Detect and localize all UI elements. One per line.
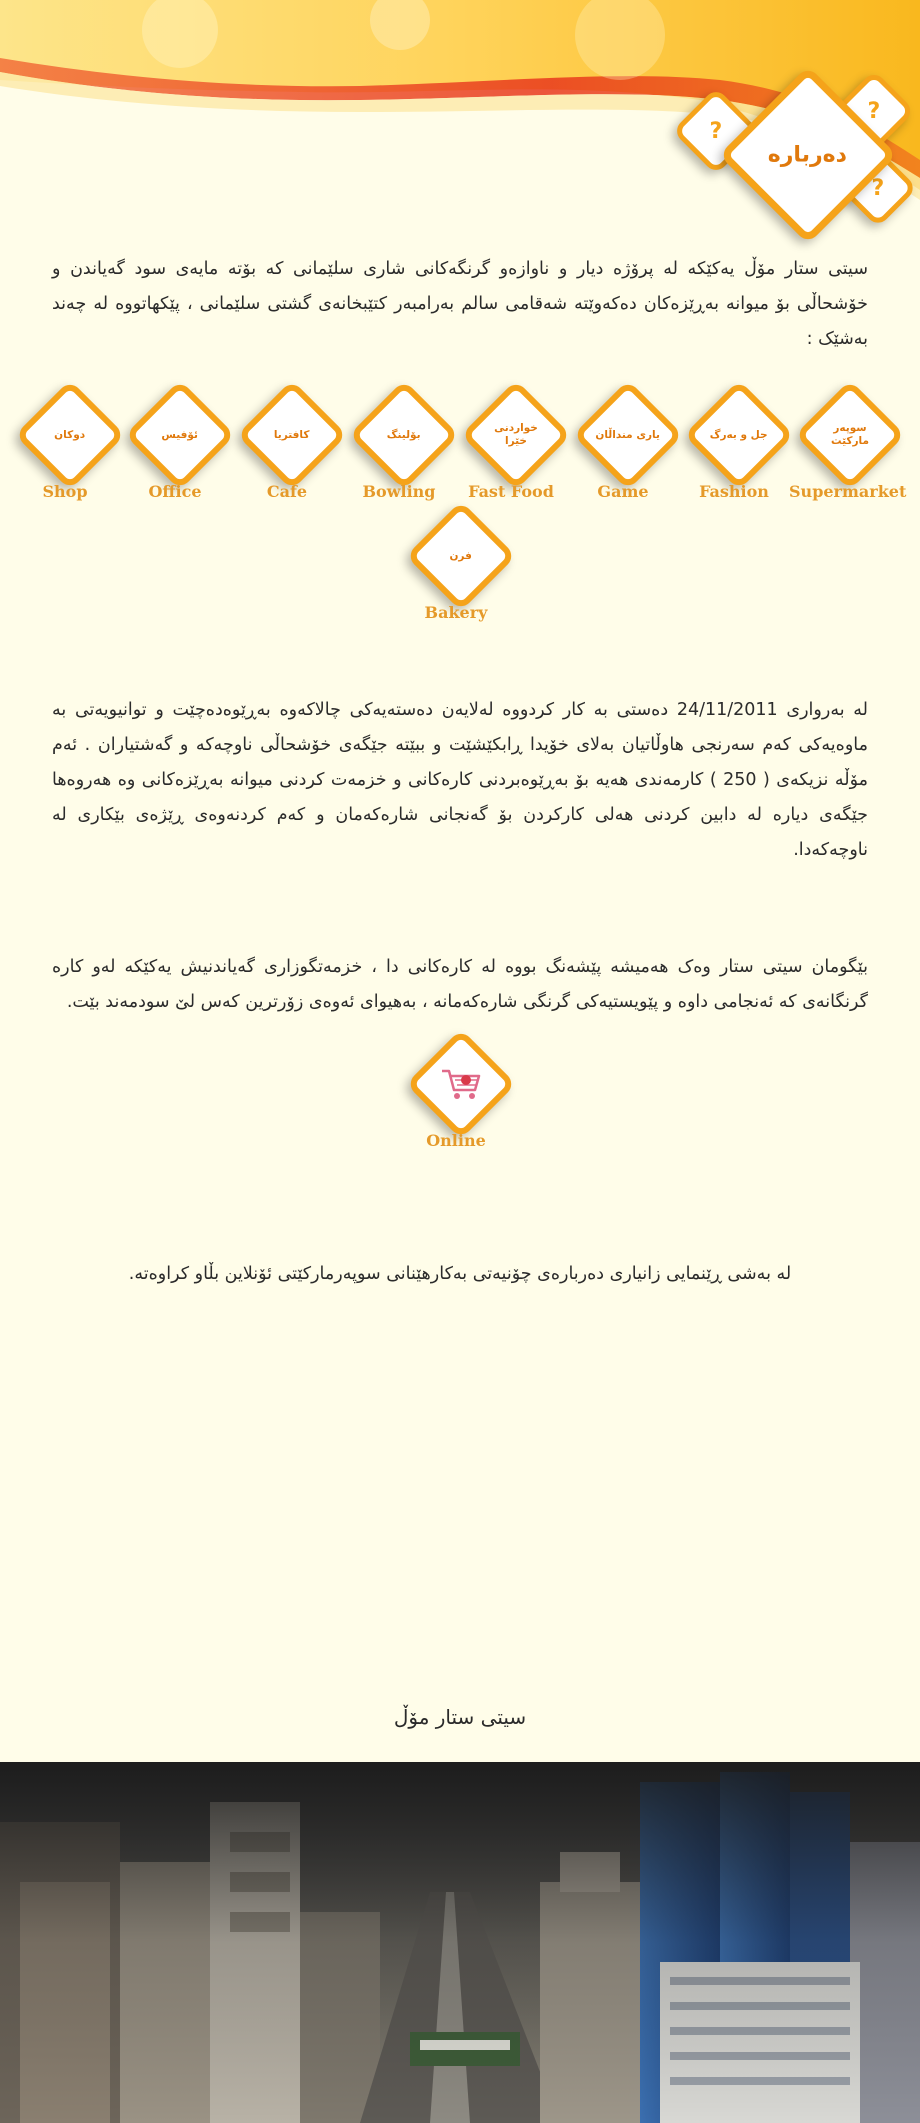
category-label: Shop [42, 482, 88, 501]
category-icon-text: بۆلینگ [387, 428, 421, 441]
fast-food-icon [461, 380, 571, 490]
cafe-icon [237, 380, 347, 490]
question-mark: ? [867, 98, 881, 124]
category-label: Supermarket [789, 482, 907, 501]
category-icon-text: فرن [449, 549, 473, 562]
category-icon-text: جل و بەرگ [710, 428, 768, 441]
category-label: Bakery [424, 603, 488, 622]
city-skyline-image [0, 1762, 920, 2123]
category-supermarket[interactable] [789, 390, 907, 512]
category-icon-text: خواردنی خێرا [494, 422, 538, 447]
category-label: Office [148, 482, 202, 501]
header-banner [0, 0, 920, 240]
category-label: Fast Food [468, 482, 554, 501]
category-fashion[interactable] [678, 390, 790, 512]
cart-graphic [439, 1066, 483, 1102]
category-icon-text: سوپەر ماركێت [831, 422, 869, 447]
category-label: Cafe [266, 482, 308, 501]
category-icon-text: یاری منداڵان [595, 428, 661, 441]
category-shop[interactable] [9, 390, 121, 512]
shop-icon [15, 380, 125, 490]
services-paragraph: بێگومان سیتی ستار وەک هەمیشە پێشەنگ بووە لە کارەکانی دا ، خزمەتگوزاری گەیاندنیش یەکێکە لەو کارە گرنگانەی کە ئەنجامی داوە و پێویستیەکی گرنگی شارەکەمانە ، بەهیوای ئەوەی زۆرترین کەس لێ سودمەند بێت. [52, 957, 868, 1012]
category-fast-food[interactable] [455, 390, 567, 512]
office-icon [125, 380, 235, 490]
guide-paragraph: لە بەشی ڕێنمایی زانیاری دەربارەی چۆنیەتی بەکارهێنانی سوپەرمارکێتی ئۆنلاین بڵاو کراوەتە. [128, 1264, 792, 1284]
category-bowling[interactable] [343, 390, 455, 512]
supermarket-icon [795, 380, 905, 490]
game-icon [573, 380, 683, 490]
question-mark: ? [709, 118, 723, 144]
category-label: Bowling [362, 482, 436, 501]
online-shop-link[interactable] [400, 1039, 512, 1161]
category-cafe[interactable] [231, 390, 343, 512]
footer-title: سیتی ستار مۆڵ [393, 1705, 527, 1729]
online-label: Online [426, 1131, 486, 1150]
category-label: Game [597, 482, 649, 501]
category-icon-text: دوكان [54, 428, 86, 441]
category-bakery[interactable] [400, 511, 512, 633]
category-icon-text: ئۆفیس [161, 428, 199, 441]
page-title: دەربارە [768, 142, 848, 168]
shopping-cart-icon [406, 1029, 516, 1139]
intro-paragraph: سیتی ستار مۆڵ یەکێکە لە پرۆژە دیار و ناوازەو گرنگەکانی شاری سلێمانی کە بۆتە مایەی سود گەیاندن و خۆشحاڵی بۆ میوانە بەڕێزەکان دەکەوێتە شەقامی سالم بەرامبەر کتێبخانەی گشتی سلێمانی ، پێکهاتووە لە چەند بەشێک : [52, 259, 868, 349]
category-game[interactable] [567, 390, 679, 512]
fashion-icon [684, 380, 794, 490]
bowling-icon [349, 380, 459, 490]
question-mark: ? [871, 175, 885, 201]
history-paragraph: لە بەرواری 24/11/2011 دەستی بە کار کردووە لەلایەن دەستەیەکی چالاکەوە بەڕێوەدەچێت و توانیویەتی بە ماوەیەکی کەم سەرنجی هاوڵاتیان بەلای خۆیدا ڕابکێشێت و ببێتە جێگەی خۆشحاڵی ناوچەکە و گەشتیاران . ئەم مۆڵە نزیکەی ( 250 ) کارمەندی هەیە بۆ بەڕێوەبردنی کارەکانی و خزمەت کردنی میوانە بەڕێزەکانی وە هەروەها جێگەی دیارە لە دابین کردنی هەلی کارکردن بۆ گەنجانی شارەکەمان و کەم کردنەوەی ڕێژەی بێکاری لە ناوچەکەدا. [52, 700, 868, 860]
bakery-icon [406, 501, 516, 611]
category-icon-text: كافتریا [274, 428, 310, 441]
city-photo-graphic [0, 1762, 920, 2123]
category-label: Fashion [699, 482, 769, 501]
category-office[interactable] [119, 390, 231, 512]
